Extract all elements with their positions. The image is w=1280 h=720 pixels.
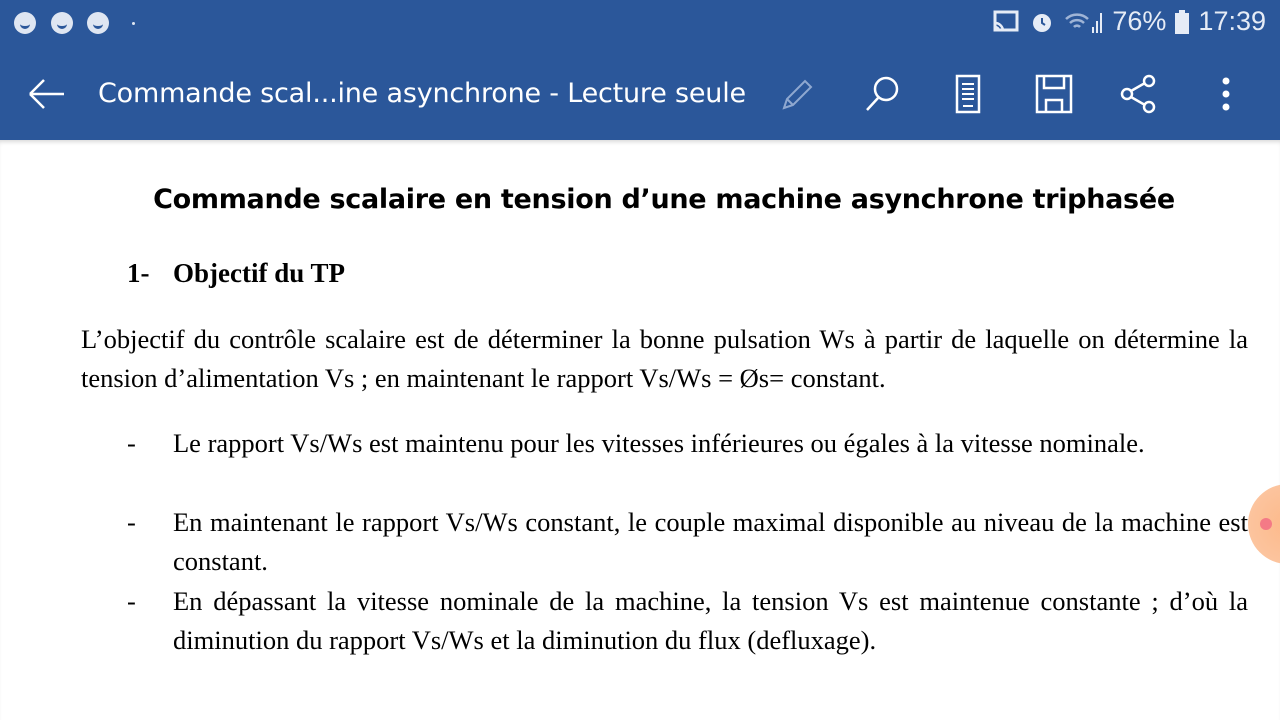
section-number: 1- — [127, 258, 150, 288]
search-icon[interactable] — [862, 74, 902, 114]
document-heading: Commande scalaire en tension d’une machine asynchrone triphasée — [153, 184, 1175, 215]
bullet-marker: - — [127, 507, 136, 537]
app-bar — [0, 0, 1280, 140]
battery-icon — [1174, 9, 1190, 35]
list-item-text: En maintenant le rapport Vs/Ws constant, le couple maximal disponible au niveau de la machine est constant. — [173, 507, 1248, 576]
toolbar — [0, 48, 1280, 140]
wifi-signal-icon — [1064, 9, 1104, 35]
list-item — [127, 582, 1248, 660]
status-bar — [0, 0, 1280, 48]
save-icon[interactable] — [1034, 74, 1074, 114]
notification-icon — [51, 12, 73, 34]
bullet-marker: - — [127, 586, 136, 616]
more-notifications-icon — [132, 22, 135, 25]
intro-paragraph: L’objectif du contrôle scalaire est de déterminer la bonne pulsation Ws à partir de laquelle on détermine la tension d’alimentation Vs ; en maintenant le rapport Vs/Ws = Øs= constant. — [81, 324, 1248, 393]
document-page[interactable] — [0, 140, 1280, 720]
more-vert-icon[interactable] — [1206, 74, 1246, 114]
pencil-icon[interactable] — [776, 74, 816, 114]
notification-icon — [87, 12, 109, 34]
battery-percent: 76% — [1112, 6, 1167, 36]
clock: 17:39 — [1198, 6, 1266, 36]
back-arrow-icon[interactable] — [26, 76, 66, 112]
list-item — [127, 424, 1248, 463]
list-item — [127, 503, 1248, 581]
alarm-icon — [1028, 9, 1056, 35]
section-title: Objectif du TP — [173, 258, 346, 288]
list-item-text: En dépassant la vitesse nominale de la machine, la tension Vs est maintenue constante ; d’où la diminution du rapport Vs/Ws et la diminution du flux (defluxage). — [173, 586, 1248, 655]
list-item-text: Le rapport Vs/Ws est maintenu pour les vitesses inférieures ou égales à la vitesse nominale. — [173, 428, 1145, 458]
notification-icon — [14, 12, 36, 34]
cast-icon — [992, 9, 1020, 35]
share-icon[interactable] — [1119, 74, 1159, 114]
mobile-view-icon[interactable] — [948, 74, 988, 114]
bullet-marker: - — [127, 428, 136, 458]
section-heading — [127, 258, 345, 289]
document-title: Commande scal...ine asynchrone - Lecture seule — [98, 78, 746, 109]
